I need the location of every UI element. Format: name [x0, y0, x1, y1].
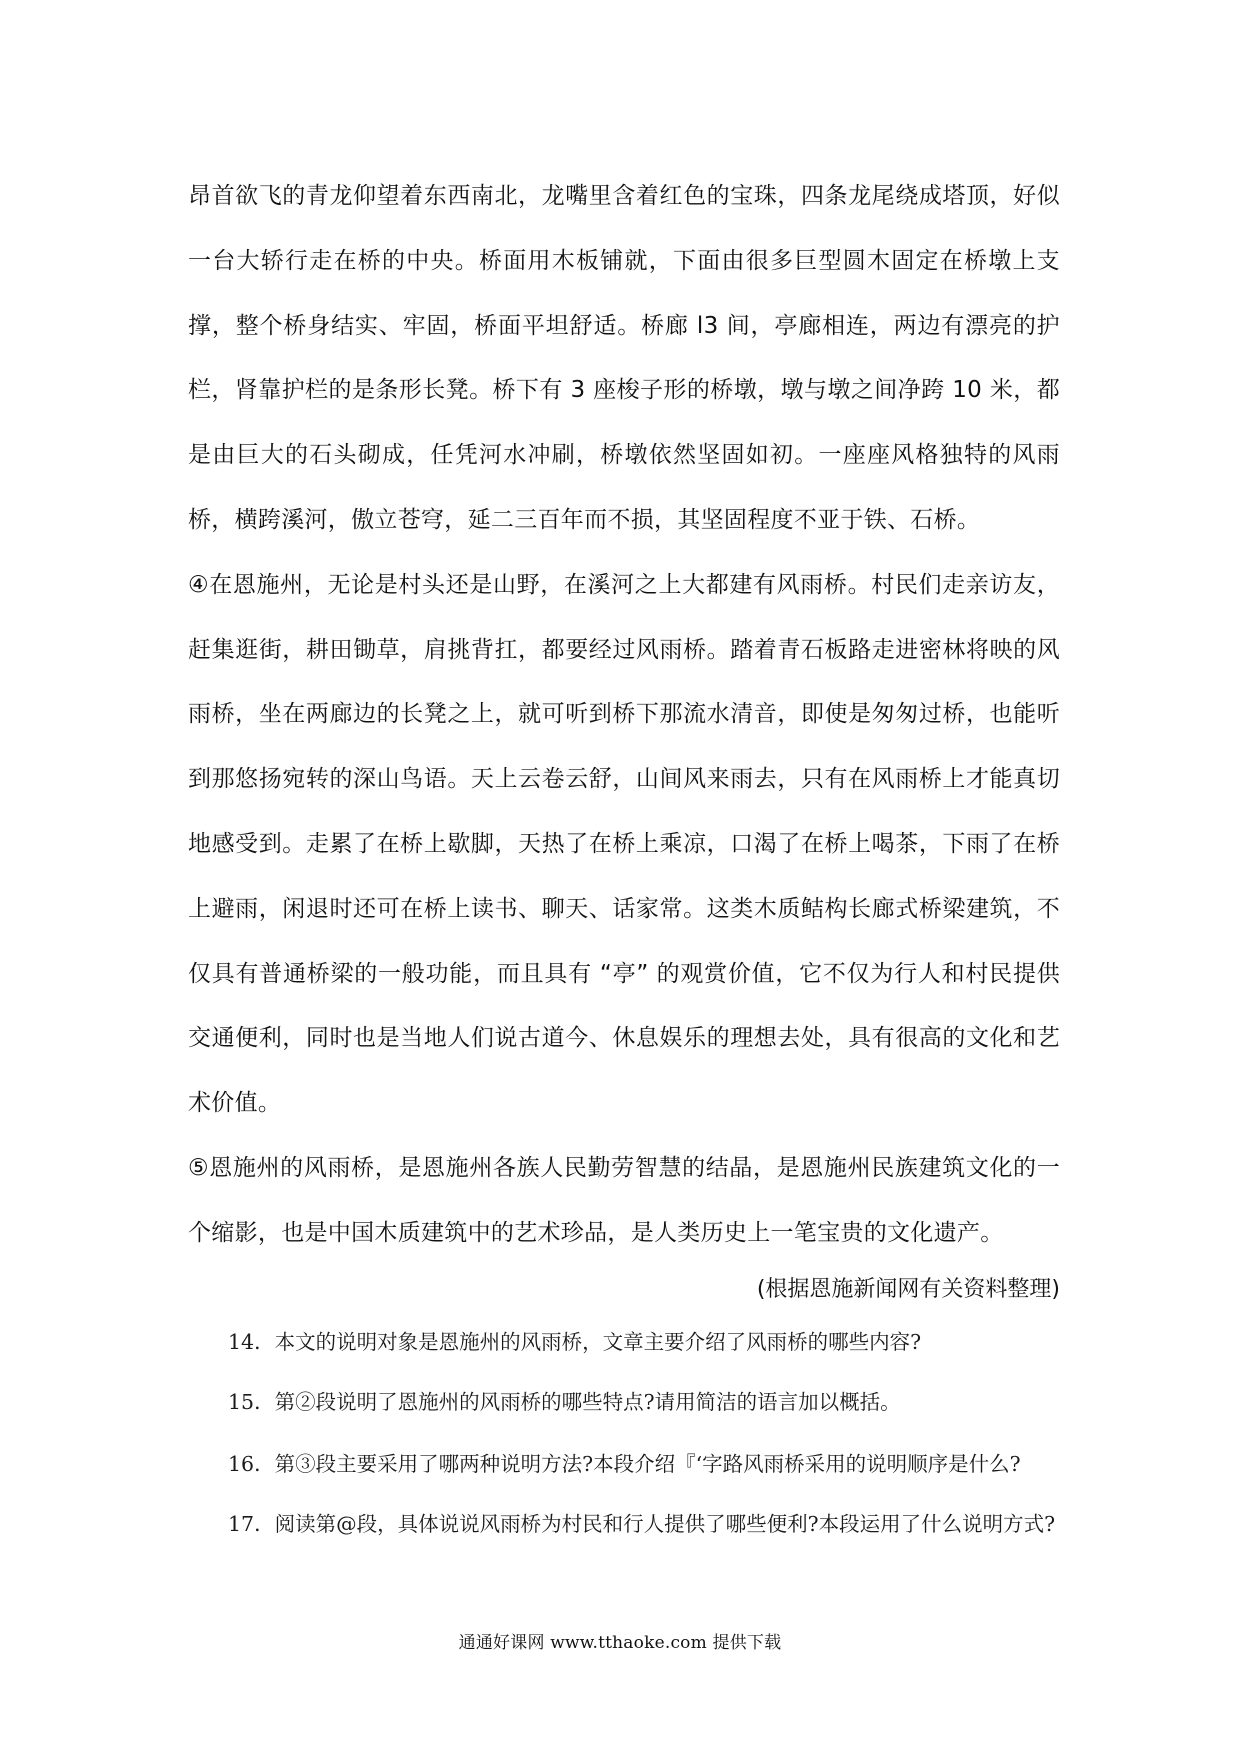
- source-note: (根据恩施新闻网有关资料整理): [756, 1276, 1060, 1302]
- paragraph-5: ⑤恩施州的风雨桥，是恩施州各族人民勤劳智慧的结晶，是恩施州民族建筑文化的一个缩影，也是中国木质建筑中的艺术珍品，是人类历史上一笔宝贵的文化遗产。: [188, 1154, 1060, 1246]
- paragraph-3-continued: 昂首欲飞的青龙仰望着东西南北，龙嘴里含着红色的宝珠，四条龙尾绕成塔顶，好似一台大轿行走在桥的中央。桥面用木板铺就，下面由很多巨型圆木固定在桥墩上支撑，整个桥身结实、牢固，桥面平坦舒适。桥廊 l3 间，亭廊相连，两边有漂亮的护栏，肾靠护栏的是条形长凳。桥下有 3 座梭子形的桥墩，墩与墩之间净跨 10 米，都是由巨大的石头砌成，任凭河水冲刷，桥墩依然坚固如初。一座座风格独特的风雨桥，横跨溪河，傲立苍穹，延二三百年而不损，其坚固程度不亚于铁、石桥。: [188, 183, 1060, 533]
- article-body: [188, 164, 1060, 1542]
- question-14: 14．本文的说明对象是恩施州的风雨桥，文章主要介绍了风雨桥的哪些内容?: [228, 1329, 922, 1354]
- question-16: 16．第③段主要采用了哪两种说明方法?本段介绍『‘字路风雨桥采用的说明顺序是什么?: [228, 1451, 1021, 1476]
- question-15: 15．第②段说明了恩施州的风雨桥的哪些特点?请用简洁的语言加以概括。: [228, 1389, 901, 1414]
- paragraph-4: ④在恩施州，无论是村头还是山野，在溪河之上大都建有风雨桥。村民们走亲访友，赶集逛街，耕田锄草，肩挑背扛，都要经过风雨桥。踏着青石板路走进密林将映的风雨桥，坐在两廊边的长凳之上，就可听到桥下那流水清音，即使是匆匆过桥，也能听到那悠扬宛转的深山鸟语。天上云卷云舒，山间风来雨去，只有在风雨桥上才能真切地感受到。走累了在桥上歇脚，天热了在桥上乘凉，口渴了在桥上喝茶，下雨了在桥上避雨，闲退时还可在桥上读书、聊天、话家常。这类木质鲒构长廊式桥梁建筑，不仅具有普通桥梁的一般功能，而且具有 “亭” 的观赏价值，它不仅为行人和村民提供交通便利，同时也是当地人们说古道今、休息娱乐的理想去处，具有很高的文化和艺术价值。: [188, 571, 1060, 1117]
- page-footer: 通通好课网 www.tthaoke.com 提供下载: [458, 1633, 782, 1653]
- question-17: 17．阅读第@段，具体说说风雨桥为村民和行人提供了哪些便利?本段运用了什么说明方式?: [228, 1511, 1056, 1536]
